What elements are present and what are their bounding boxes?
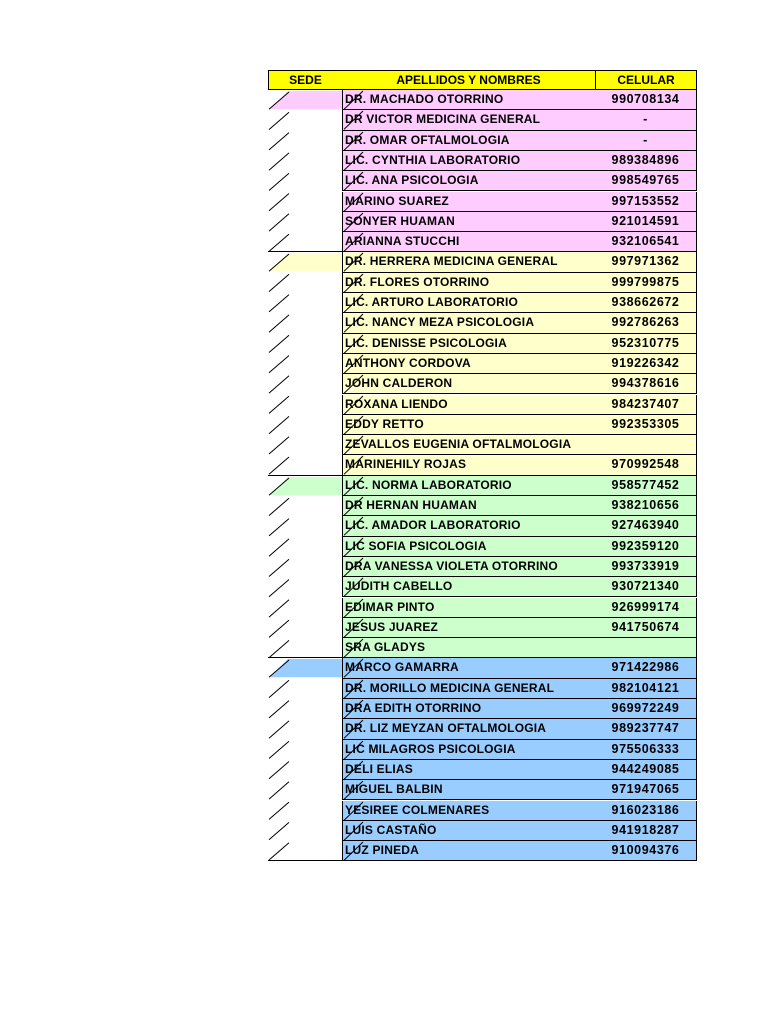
name-text: DRA VANESSA VIOLETA OTORRINO (345, 558, 558, 573)
name-text: ROXANA LIENDO (345, 396, 448, 411)
phone-cell: 994378616 (595, 374, 697, 394)
name-text: LIC. ANA PSICOLOGIA (345, 173, 479, 188)
name-text: ARIANNA STUCCHI (345, 234, 460, 249)
phone-cell: 916023186 (595, 801, 697, 821)
name-cell (342, 841, 596, 861)
name-text: DR. MORILLO MEDICINA GENERAL (345, 680, 555, 695)
name-cell (342, 679, 596, 699)
name-text: EDIMAR PINTO (345, 599, 435, 614)
name-text: DR HERNAN HUAMAN (345, 498, 477, 512)
slash-mark (269, 539, 289, 556)
slash-mark (269, 234, 289, 251)
sede-slashes (268, 90, 343, 252)
name-cell (342, 821, 596, 841)
name-cell (342, 598, 596, 618)
name-cell (342, 395, 596, 415)
name-text: LIC. AMADOR LABORATORIO (345, 518, 521, 533)
name-cell (342, 110, 596, 130)
slash-mark (269, 599, 289, 616)
slash-mark (269, 336, 289, 353)
slash-mark (269, 701, 289, 718)
phone-cell: 993733919 (595, 557, 697, 577)
name-text: DR VICTOR MEDICINA GENERAL (345, 112, 541, 127)
phone-cell: 992359120 (595, 537, 697, 557)
slash-mark (269, 396, 289, 413)
name-text: DR. LIZ MEYZAN OFTALMOLOGIA (345, 721, 547, 736)
slash-mark (269, 214, 289, 231)
name-text: MARINO SUAREZ (345, 193, 449, 208)
name-cell (342, 760, 596, 780)
sede-color-stripe (270, 253, 342, 271)
name-text: MARCO GAMARRA (345, 660, 459, 675)
slash-mark (269, 640, 289, 657)
name-cell (342, 801, 596, 821)
name-cell (342, 658, 596, 678)
sede-cell (268, 658, 343, 861)
name-text: LIC. ARTURO LABORATORIO (345, 295, 519, 309)
phone-cell: - (595, 131, 697, 151)
name-text: ZEVALLOS EUGENIA OFTALMOLOGIA (345, 437, 572, 452)
slash-mark (269, 620, 289, 637)
phone-cell: 998549765 (595, 171, 697, 191)
header-apellidos-nombres: APELLIDOS Y NOMBRES (342, 70, 596, 90)
contact-table (268, 70, 697, 862)
slash-mark (269, 315, 289, 332)
name-text: LUZ PINEDA (345, 843, 419, 858)
slash-mark (269, 173, 289, 190)
name-cell (342, 171, 596, 191)
slash-mark (269, 417, 289, 434)
name-cell (342, 435, 596, 455)
name-text: DR. MACHADO OTORRINO (345, 92, 504, 106)
slash-mark (269, 457, 289, 474)
name-text: DR. FLORES OTORRINO (345, 274, 490, 289)
header-celular: CELULAR (595, 70, 697, 90)
phone-cell: - (595, 110, 697, 130)
name-text: ANTHONY CORDOVA (345, 355, 471, 370)
name-text: LIC. NANCY MEZA PSICOLOGIA (345, 315, 535, 330)
name-cell (342, 415, 596, 435)
phone-cell (595, 638, 697, 658)
phone-cell: 919226342 (595, 354, 697, 374)
slash-mark (269, 762, 289, 779)
name-text: SONYER HUAMAN (345, 213, 455, 228)
name-cell (342, 354, 596, 374)
phone-cell: 941918287 (595, 821, 697, 841)
name-cell (342, 334, 596, 354)
name-text: LIC SOFIA PSICOLOGIA (345, 538, 487, 553)
name-cell (342, 780, 596, 800)
name-cell (342, 557, 596, 577)
slash-mark (269, 295, 289, 312)
phone-cell: 997971362 (595, 252, 697, 272)
name-text: EDDY RETTO (345, 416, 424, 431)
sede-slashes (268, 252, 343, 475)
name-cell (342, 131, 596, 151)
name-cell (342, 455, 596, 475)
name-cell (342, 273, 596, 293)
name-cell (342, 151, 596, 171)
name-cell (342, 618, 596, 638)
phone-cell: 971422986 (595, 658, 697, 678)
slash-mark (269, 823, 289, 840)
name-text: LIC. NORMA LABORATORIO (345, 477, 512, 492)
phone-cell: 938210656 (595, 496, 697, 516)
name-cell (342, 537, 596, 557)
name-cell (342, 374, 596, 394)
name-cell (342, 232, 596, 252)
name-cell (342, 212, 596, 232)
sede-color-stripe (270, 91, 342, 109)
name-cell (342, 476, 596, 496)
slash-mark (269, 559, 289, 576)
slash-mark (269, 356, 289, 373)
phone-cell: 975506333 (595, 740, 697, 760)
phone-cell: 944249085 (595, 760, 697, 780)
name-cell (342, 252, 596, 272)
name-text: LIC. DENISSE PSICOLOGIA (345, 335, 507, 350)
sede-cell (268, 252, 343, 475)
name-text: DR. HERRERA MEDICINA GENERAL (345, 254, 558, 269)
phone-cell: 999799875 (595, 273, 697, 293)
slash-mark (269, 802, 289, 819)
name-cell (342, 293, 596, 313)
phone-cell: 910094376 (595, 841, 697, 861)
phone-cell: 952310775 (595, 334, 697, 354)
name-text: MARINEHILY ROJAS (345, 457, 467, 472)
name-text: DRA EDITH OTORRINO (345, 701, 482, 715)
name-text: MIGUEL BALBIN (345, 782, 443, 797)
name-text: DR. OMAR OFTALMOLOGIA (345, 132, 510, 147)
name-cell (342, 90, 596, 110)
name-text: JUDITH CABELLO (345, 579, 453, 594)
phone-cell: 989384896 (595, 151, 697, 171)
slash-mark (269, 681, 289, 698)
name-text: JESUS JUAREZ (345, 619, 439, 634)
phone-cell: 990708134 (595, 90, 697, 110)
name-cell (342, 699, 596, 719)
phone-cell: 927463940 (595, 516, 697, 536)
phone-cell: 984237407 (595, 395, 697, 415)
name-cell (342, 638, 596, 658)
slash-mark (269, 843, 289, 860)
phone-cell (595, 435, 697, 455)
name-text: LIC MILAGROS PSICOLOGIA (345, 741, 516, 756)
slash-mark (269, 153, 289, 170)
phone-cell: 938662672 (595, 293, 697, 313)
phone-cell: 992786263 (595, 313, 697, 333)
header-sede: SEDE (268, 70, 343, 90)
slash-mark (269, 498, 289, 515)
name-cell (342, 516, 596, 536)
phone-cell: 958577452 (595, 476, 697, 496)
name-text: JOHN CALDERON (345, 376, 453, 391)
phone-cell: 941750674 (595, 618, 697, 638)
slash-mark (269, 782, 289, 799)
name-text: SRA GLADYS (345, 640, 426, 655)
phone-cell: 989237747 (595, 719, 697, 739)
slash-mark (269, 742, 289, 759)
name-text: YESIREE COLMENARES (345, 802, 490, 817)
phone-cell: 921014591 (595, 212, 697, 232)
name-cell (342, 719, 596, 739)
name-cell (342, 577, 596, 597)
slash-mark (269, 275, 289, 292)
name-text: DELI ELIAS (345, 761, 414, 776)
slash-mark (269, 376, 289, 393)
name-text: LIC. CYNTHIA LABORATORIO (345, 152, 521, 167)
slash-mark (269, 579, 289, 596)
name-text: LUIS CASTAÑO (345, 822, 437, 837)
sede-color-stripe (270, 659, 342, 677)
sede-cell (268, 476, 343, 659)
phone-cell: 932106541 (595, 232, 697, 252)
phone-cell: 982104121 (595, 679, 697, 699)
phone-cell: 971947065 (595, 780, 697, 800)
phone-cell: 930721340 (595, 577, 697, 597)
name-cell (342, 496, 596, 516)
slash-mark (269, 194, 289, 211)
slash-mark (269, 112, 289, 129)
name-cell (342, 192, 596, 212)
sede-cell (268, 90, 343, 252)
phone-cell: 970992548 (595, 455, 697, 475)
phone-cell: 992353305 (595, 415, 697, 435)
phone-cell: 926999174 (595, 598, 697, 618)
name-cell (342, 313, 596, 333)
slash-mark (269, 437, 289, 454)
phone-cell: 969972249 (595, 699, 697, 719)
sede-slashes (268, 476, 343, 659)
sede-color-stripe (270, 477, 342, 495)
phone-cell: 997153552 (595, 192, 697, 212)
slash-mark (269, 518, 289, 535)
slash-mark (269, 721, 289, 738)
slash-mark (269, 133, 289, 150)
name-cell (342, 740, 596, 760)
sede-slashes (268, 658, 343, 861)
